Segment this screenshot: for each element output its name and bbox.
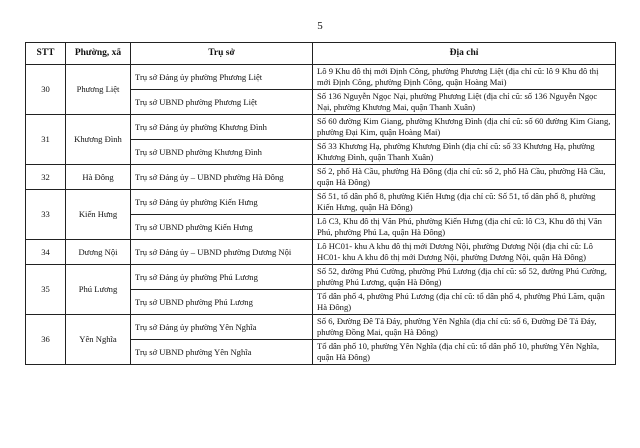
cell-stt: 31	[26, 115, 66, 165]
cell-ward: Phương Liệt	[66, 65, 131, 115]
cell-office: Trụ sở Đảng ủy phường Phương Liệt	[131, 65, 313, 90]
cell-office: Trụ sở Đảng ủy phường Yên Nghĩa	[131, 315, 313, 340]
cell-address: Số 136 Nguyễn Ngọc Nại, phường Phương Liệt (địa chỉ cũ: số 136 Nguyễn Ngọc Nại, phường Khương Mai, quận Thanh Xuân)	[313, 90, 616, 115]
cell-address: Số 2, phố Hà Cầu, phường Hà Đông (địa chỉ cũ: số 2, phố Hà Cầu, phường Hà Cầu, quận Hà Đông)	[313, 165, 616, 190]
cell-address: Tổ dân phố 4, phường Phú Lương (địa chỉ cũ: tổ dân phố 4, phường Phú Lãm, quận Hà Đông)	[313, 290, 616, 315]
cell-stt: 32	[26, 165, 66, 190]
cell-stt: 35	[26, 265, 66, 315]
cell-office: Trụ sở Đảng ủy phường Khương Đình	[131, 115, 313, 140]
table-body	[26, 65, 616, 365]
cell-ward: Phú Lương	[66, 265, 131, 315]
table-row	[26, 240, 616, 265]
table-row	[26, 315, 616, 340]
cell-address: Lô 9 Khu đô thị mới Định Công, phường Phương Liệt (địa chỉ cũ: lô 9 Khu đô thị mới Định Công, phường Định Công, quận Hoàng Mai)	[313, 65, 616, 90]
cell-office: Trụ sở Đảng ủy phường Phú Lương	[131, 265, 313, 290]
page-number: 5	[317, 20, 323, 32]
cell-ward: Dương Nội	[66, 240, 131, 265]
cell-office: Trụ sở Đảng ủy – UBND phường Hà Đông	[131, 165, 313, 190]
cell-office: Trụ sở Đảng ủy – UBND phường Dương Nội	[131, 240, 313, 265]
header-stt: STT	[26, 43, 66, 65]
cell-ward: Hà Đông	[66, 165, 131, 190]
cell-address: Số 51, tổ dân phố 8, phường Kiến Hưng (địa chỉ cũ: Số 51, tổ dân phố 8, phường Kiến Hưng, quận Hà Đông)	[313, 190, 616, 215]
table-header	[26, 43, 616, 65]
cell-address: Tổ dân phố 10, phường Yên Nghĩa (địa chỉ cũ: tổ dân phố 10, phường Yên Nghĩa, quận Hà Đông)	[313, 340, 616, 365]
cell-office: Trụ sở UBND phường Phương Liệt	[131, 90, 313, 115]
cell-address: Số 52, đường Phú Cường, phường Phú Lương (địa chỉ cũ: số 52, đường Phú Cường, phường Phú Lương, quận Hà Đông)	[313, 265, 616, 290]
header-ward: Phường, xã	[66, 43, 131, 65]
table-row	[26, 65, 616, 90]
cell-office: Trụ sở UBND phường Yên Nghĩa	[131, 340, 313, 365]
cell-ward: Yên Nghĩa	[66, 315, 131, 365]
header-office: Trụ sở	[131, 43, 313, 65]
cell-office: Trụ sở UBND phường Phú Lương	[131, 290, 313, 315]
cell-office: Trụ sở Đảng ủy phường Kiến Hưng	[131, 190, 313, 215]
table-row	[26, 265, 616, 290]
cell-address: Số 6, Đường Đê Tả Đáy, phường Yên Nghĩa (địa chỉ cũ: số 6, Đường Đê Tả Đáy, phường Đồng Mai, quận Hà Đông)	[313, 315, 616, 340]
table-row	[26, 165, 616, 190]
header-address: Địa chỉ	[313, 43, 616, 65]
cell-address: Số 60 đường Kim Giang, phường Khương Đình (địa chỉ cũ: số 60 đường Kim Giang, phường Đại Kim, quận Hoàng Mai)	[313, 115, 616, 140]
cell-stt: 36	[26, 315, 66, 365]
cell-ward: Kiến Hưng	[66, 190, 131, 240]
cell-office: Trụ sở UBND phường Kiến Hưng	[131, 215, 313, 240]
cell-ward: Khương Đình	[66, 115, 131, 165]
table-row	[26, 190, 616, 215]
cell-stt: 34	[26, 240, 66, 265]
cell-address: Lô HC01- khu A khu đô thị mới Dương Nội, phường Dương Nội (địa chỉ cũ: Lô HC01- khu A khu đô thị mới Dương Nội, phường Dương Nội, quận Hà Đông)	[313, 240, 616, 265]
cell-office: Trụ sở UBND phường Khương Đình	[131, 140, 313, 165]
cell-address: Số 33 Khương Hạ, phường Khương Đình (địa chỉ cũ: số 33 Khương Hạ, phường Khương Đình, quận Thanh Xuân)	[313, 140, 616, 165]
table-row	[26, 115, 616, 140]
ward-office-table	[25, 42, 616, 365]
cell-stt: 33	[26, 190, 66, 240]
cell-address: Lô C3, Khu đô thị Văn Phú, phường Kiến Hưng (địa chỉ cũ: lô C3, Khu đô thị Văn Phú, phường Phú La, quận Hà Đông)	[313, 215, 616, 240]
cell-stt: 30	[26, 65, 66, 115]
